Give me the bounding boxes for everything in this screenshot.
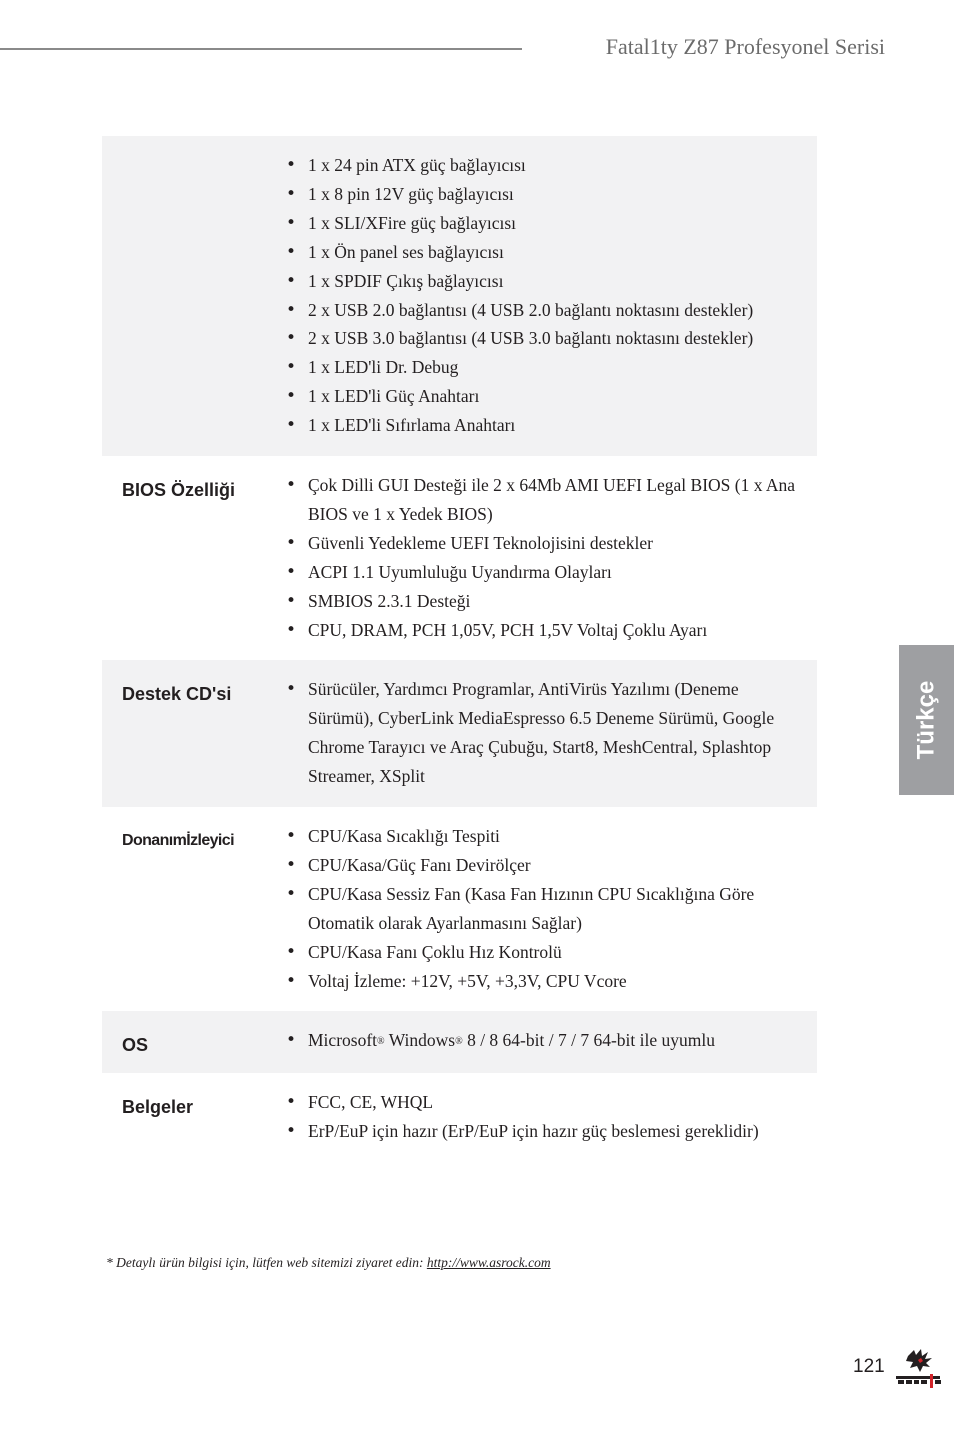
list-item: • 1 x LED'li Dr. Debug <box>308 353 817 382</box>
spec-row-os <box>102 1011 817 1073</box>
list-item: • CPU/Kasa/Güç Fanı Devirölçer <box>308 851 817 880</box>
list-item: • 2 x USB 2.0 bağlantısı (4 USB 2.0 bağlantı noktasını destekler) <box>308 296 817 325</box>
spec-label-certifications: Belgeler <box>122 1097 194 1117</box>
spec-row-support-cd <box>102 660 817 807</box>
page-header-title: Fatal1ty Z87 Profesyonel Serisi <box>605 34 885 59</box>
list-item: • 1 x Ön panel ses bağlayıcısı <box>308 238 817 267</box>
list-item: • 1 x SLI/XFire güç bağlayıcısı <box>308 209 817 238</box>
list-item: • Voltaj İzleme: +12V, +5V, +3,3V, CPU Vcore <box>308 967 817 996</box>
list-item <box>308 1026 817 1055</box>
list-item: • 1 x LED'li Sıfırlama Anahtarı <box>308 411 817 440</box>
list-item: • CPU/Kasa Fanı Çoklu Hız Kontrolü <box>308 938 817 967</box>
spec-label-bios: BIOS Özelliği <box>122 480 236 500</box>
footnote <box>106 1255 551 1271</box>
list-item: • CPU, DRAM, PCH 1,05V, PCH 1,5V Voltaj Çoklu Ayarı <box>308 616 817 645</box>
registered-mark: ® <box>455 1036 463 1047</box>
language-tab-label: Türkçe <box>912 680 940 760</box>
os-text: 8 / 8 64-bit / 7 / 7 64-bit ile uyumlu <box>462 1030 715 1050</box>
list-item: • Çok Dilli GUI Desteği ile 2 x 64Mb AMI UEFI Legal BIOS (1 x Ana BIOS ve 1 x Yedek BIOS) <box>308 471 817 529</box>
spec-table <box>102 136 817 1183</box>
spec-row-connectors <box>102 136 817 456</box>
header-rule <box>0 48 522 50</box>
fatal1ty-logo-icon <box>894 1346 946 1390</box>
registered-mark: ® <box>377 1036 385 1047</box>
spec-label-support-cd: Destek CD'si <box>122 684 232 704</box>
spec-row-bios <box>102 456 817 660</box>
list-item: • Sürücüler, Yardımcı Programlar, AntiVirüs Yazılımı (Deneme Sürümü), CyberLink MediaEspresso 6.5 Deneme Sürümü, Google Chrome Tarayıcı ve Araç Çubuğu, Start8, MeshCentral, Splashtop Streamer, XSplit <box>308 675 817 791</box>
list-item: • Güvenli Yedekleme UEFI Teknolojisini destekler <box>308 529 817 558</box>
os-text: Windows <box>384 1030 456 1050</box>
website-link[interactable]: http://www.asrock.com <box>426 1255 551 1270</box>
spec-row-hardware-monitor <box>102 807 817 1011</box>
list-item: • FCC, CE, WHQL <box>308 1088 817 1117</box>
spec-list <box>102 151 817 440</box>
page-number: 121 <box>853 1356 885 1377</box>
list-item: • ErP/EuP için hazır (ErP/EuP için hazır güç beslemesi gereklidir) <box>308 1117 817 1146</box>
list-item: • CPU/Kasa Sessiz Fan (Kasa Fan Hızının CPU Sıcaklığına Göre Otomatik olarak Ayarlanmasını Sağlar) <box>308 880 817 938</box>
spec-label-os: OS <box>122 1035 149 1055</box>
list-item: • 1 x SPDIF Çıkış bağlayıcısı <box>308 267 817 296</box>
footnote-text: * Detaylı ürün bilgisi için, lütfen web sitemizi ziyaret edin: <box>106 1255 427 1270</box>
language-tab[interactable] <box>899 645 954 795</box>
list-item: • 1 x 8 pin 12V güç bağlayıcısı <box>308 180 817 209</box>
list-item: • 1 x 24 pin ATX güç bağlayıcısı <box>308 151 817 180</box>
os-text: Microsoft <box>308 1030 378 1050</box>
list-item: • 2 x USB 3.0 bağlantısı (4 USB 3.0 bağlantı noktasını destekler) <box>308 324 817 353</box>
list-item: • CPU/Kasa Sıcaklığı Tespiti <box>308 822 817 851</box>
spec-row-certifications <box>102 1073 817 1183</box>
list-item: • ACPI 1.1 Uyumluluğu Uyandırma Olayları <box>308 558 817 587</box>
list-item: • 1 x LED'li Güç Anahtarı <box>308 382 817 411</box>
spec-label-hardware-monitor: Donanımİzleyici <box>122 832 234 849</box>
list-item: • SMBIOS 2.3.1 Desteği <box>308 587 817 616</box>
